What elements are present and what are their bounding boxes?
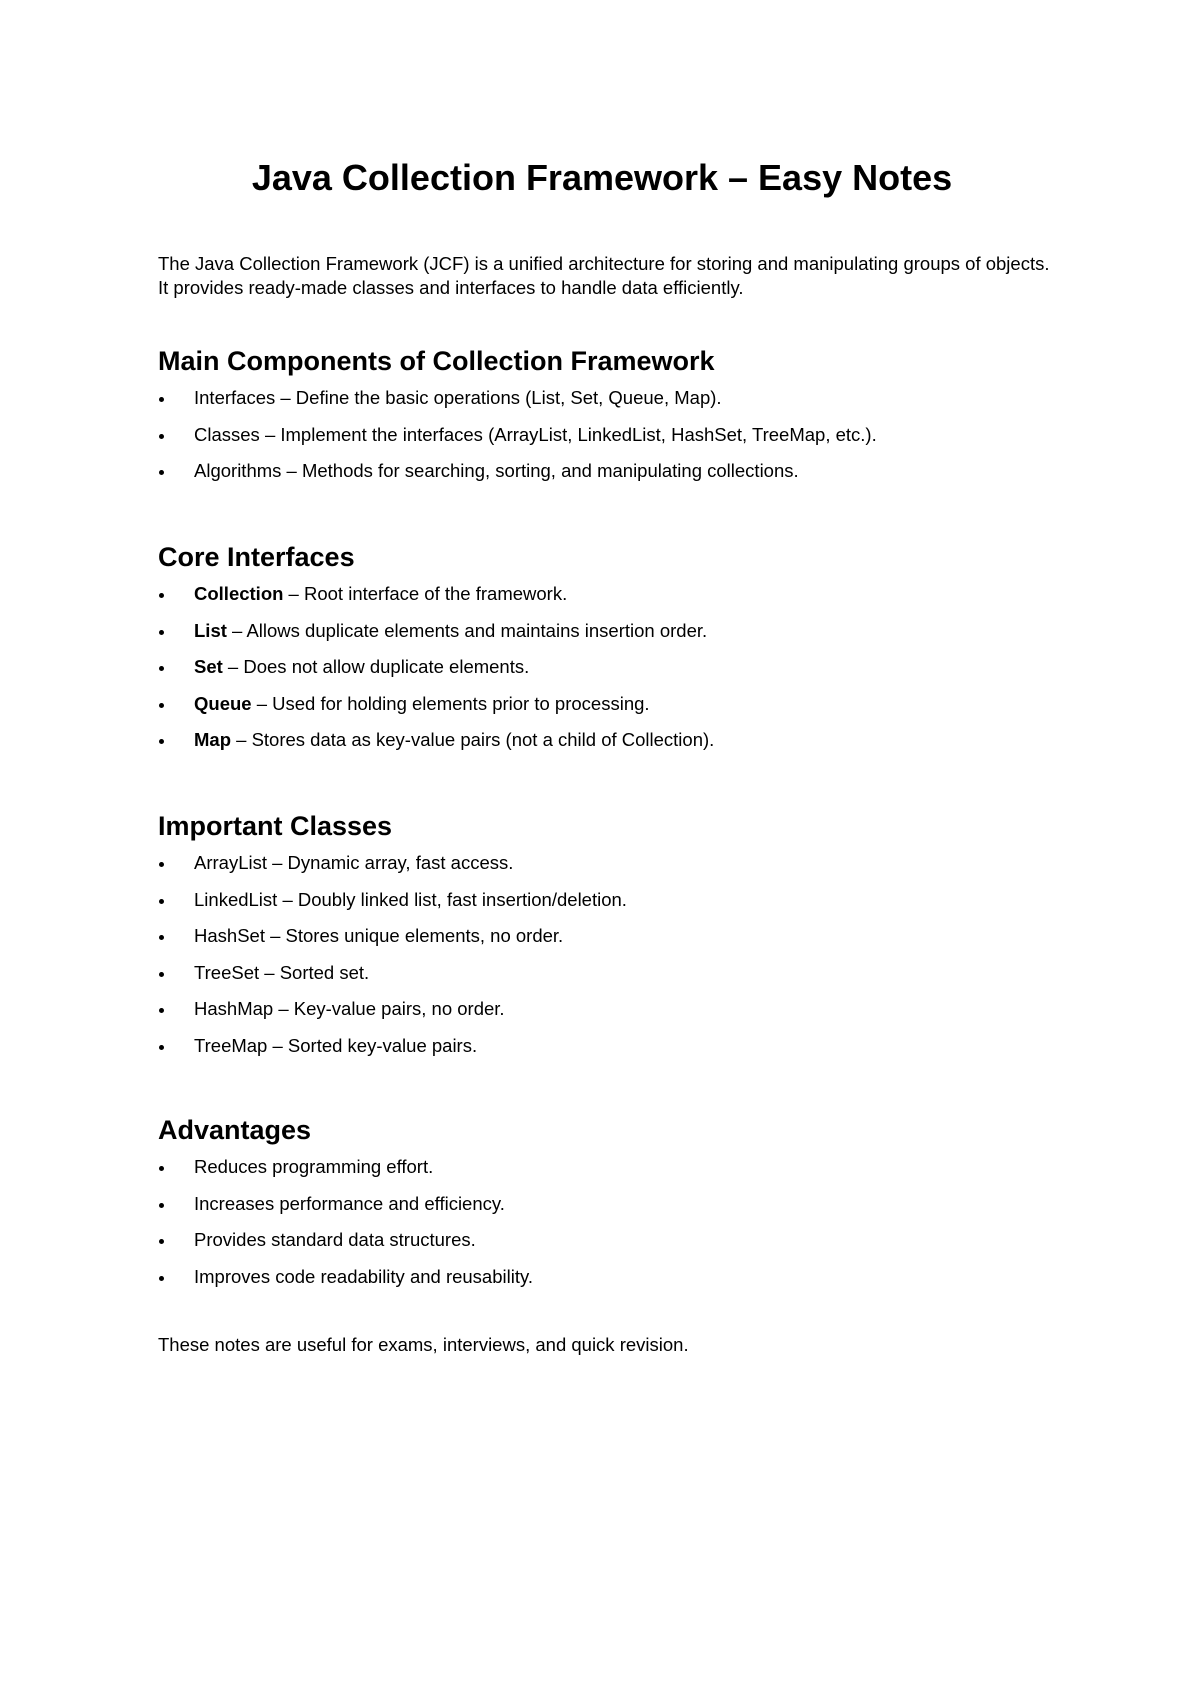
bullet-icon [159,434,164,439]
section-heading: Main Components of Collection Framework [158,346,715,376]
list-item: Classes – Implement the interfaces (ArrayList, LinkedList, HashSet, TreeMap, etc.). [158,423,1058,447]
bullet-icon [159,972,164,977]
bullet-icon [159,1276,164,1281]
bullet-icon [159,470,164,475]
list-item: HashSet – Stores unique elements, no order. [158,924,1058,948]
section-main-components [158,344,1058,496]
list-item [158,582,1058,606]
term: Map [194,729,231,750]
term: List [194,619,227,641]
list-item: HashMap – Key-value pairs, no order. [158,997,1058,1021]
bullet-icon [159,1203,164,1208]
section-heading: Important Classes [158,811,393,841]
page-title: Java Collection Framework – Easy Notes [251,157,953,198]
list-item: ArrayList – Dynamic array, fast access. [158,851,1058,875]
bullet-icon [159,899,164,904]
list-item [158,655,1058,679]
bullet-icon [159,935,164,940]
section-advantages [158,1113,1058,1301]
term: Collection [194,583,284,604]
bullet-list [158,386,1058,483]
term-description: – Does not allow duplicate elements. [222,656,530,677]
bullet-icon [159,666,164,671]
term-description: – Used for holding elements prior to processing. [251,692,650,714]
section-important-classes [158,809,1058,1070]
bullet-icon [159,593,164,598]
list-item [158,619,1058,643]
bullet-list [158,851,1058,1058]
bullet-icon [159,862,164,867]
list-item [158,728,1058,752]
section-core-interfaces [158,540,1058,765]
bullet-icon [159,1166,164,1171]
bullet-icon [159,1239,164,1244]
bullet-icon [159,703,164,708]
closing-paragraph: These notes are useful for exams, interviews, and quick revision. [158,1334,689,1355]
list-item: TreeSet – Sorted set. [158,961,1058,985]
bullet-list [158,1155,1058,1289]
list-item: Provides standard data structures. [158,1228,1058,1252]
term-description: – Stores data as key-value pairs (not a child of Collection). [231,729,715,750]
term: Set [194,656,223,677]
bullet-icon [159,1008,164,1013]
bullet-icon [159,630,164,635]
bullet-icon [159,1045,164,1050]
list-item: Interfaces – Define the basic operations (List, Set, Queue, Map). [158,386,1058,410]
term-description: – Root interface of the framework. [283,583,568,604]
list-item: Reduces programming effort. [158,1155,1058,1179]
section-heading: Advantages [158,1115,312,1145]
list-item: Increases performance and efficiency. [158,1192,1058,1216]
list-item: LinkedList – Doubly linked list, fast insertion/deletion. [158,888,1058,912]
list-item: Improves code readability and reusability. [158,1265,1058,1289]
bullet-list [158,582,1058,752]
list-item: TreeMap – Sorted key-value pairs. [158,1034,1058,1058]
term-description: – Allows duplicate elements and maintains insertion order. [226,619,708,641]
term: Queue [194,692,252,714]
list-item [158,692,1058,716]
bullet-icon [159,739,164,744]
section-heading: Core Interfaces [158,542,355,572]
list-item: Algorithms – Methods for searching, sorting, and manipulating collections. [158,459,1058,483]
bullet-icon [159,397,164,402]
intro-paragraph: The Java Collection Framework (JCF) is a unified architecture for storing and manipulating groups of objects. It provides ready-made classes and interfaces to handle data efficiently. [158,253,1050,298]
